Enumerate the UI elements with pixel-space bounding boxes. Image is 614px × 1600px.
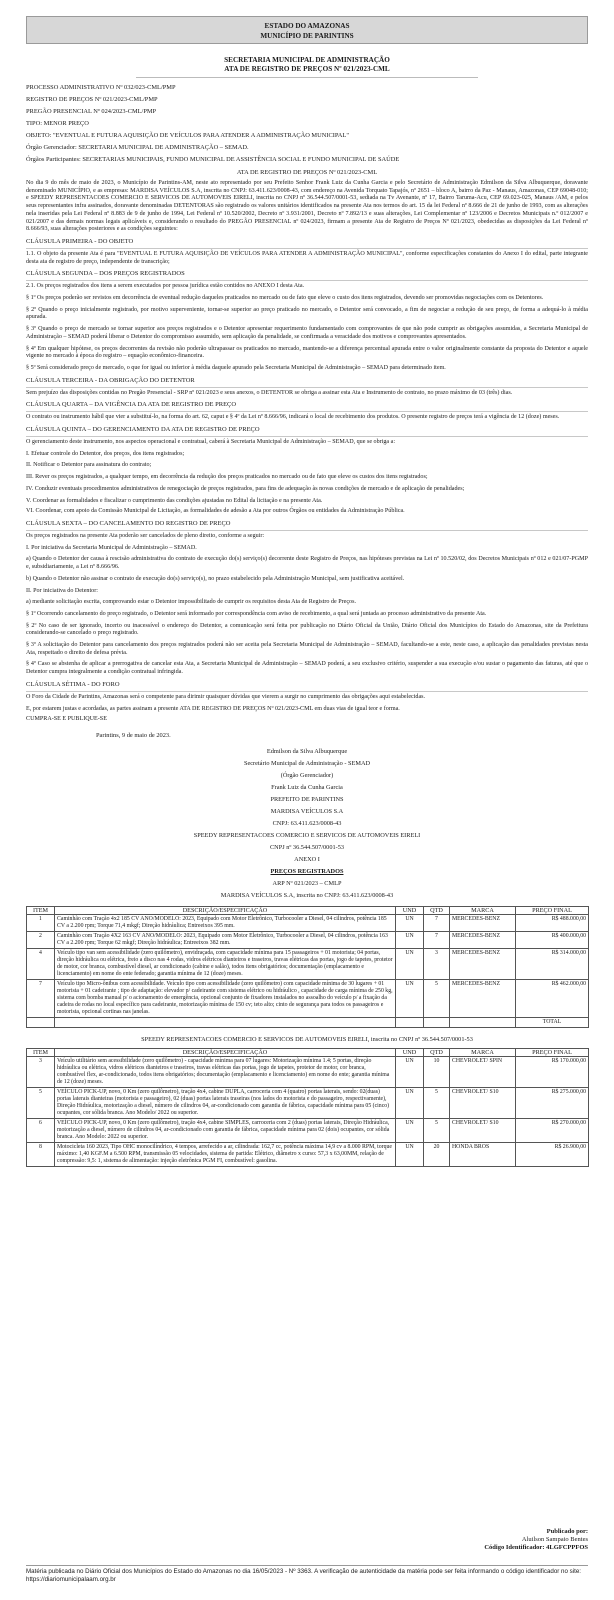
gerenciador-line: Órgão Gerenciador: SECRETARIA MUNICIPAL DE ADMINISTRAÇÃO – SEMAD. [26,144,249,151]
table-row [27,1087,589,1118]
clause-2-p2: § 1º Os preços poderão ser revistos em decorrência de eventual redução daqueles praticados no mercado ou de fato que eleve o custo dos itens registrados, devendo ser promovidas negociações com os Detentores. [26,295,544,302]
cell-qtd: 7 [424,914,450,931]
clause-7-p3: CUMPRA-SE E PUBLIQUE-SE [26,716,107,723]
total-empty-cell [450,1017,516,1027]
cell-und: UN [396,948,424,979]
signer-3-name: MARDISA VEÍCULOS S.A [270,807,344,815]
clause-5-item-4: IV. Conduzir eventuais procedimentos administrativos de renegociação de preços registrados, para fins de adequação às novas condições de mercado e de aplicação de penalidades; [26,485,465,492]
signer-3-cnpj: CNPJ: 63.411.623/0008-43 [272,819,342,827]
clause-5-item-1: I. Efetuar controle do Detentor, dos preços, dos itens registrados; [26,450,185,457]
cell-item: 5 [27,1087,55,1118]
total-empty-cell [424,1017,450,1027]
clause-6-p9: § 3º A solicitação do Detentor para cancelamento dos preços registrados poderá não ser aceita pela Secretaria Municipal de Administração – SEMAD, facultando-se a este, neste caso, a aplicação das penalidades previstas nesta Ata, respeitado o direito de defesa prévia. [26,642,588,656]
signatures-block [26,748,588,852]
cell-item: 3 [27,1056,55,1087]
participantes-line: Órgãos Participantes: SECRETARIAS MUNICIPAIS, FUNDO MUNICIPAL DE ASSISTÊNCIA SOCIAL E FUNDO MUNICIPAL DE SAÚDE [26,156,400,163]
annex-arp: ARP Nº 021/2023 – CMLP [272,879,342,887]
col-item: ITEM [27,906,55,914]
clause-6-p5: II. Por iniciativa do Detentor: [26,587,98,594]
clause-5-title: CLÁUSULA QUINTA – DO GERENCIAMENTO DA ATA DE REGISTRO DE PREÇO [26,426,260,434]
signer-1-role: Secretário Municipal de Administração - SEMAD [243,759,371,767]
cell-und: UN [396,1087,424,1118]
col-preco: PREÇO FINAL [516,1048,589,1056]
cell-preco: R$ 275.000,00 [516,1087,589,1118]
cell-descricao: VEÍCULO PICK-UP, novo, 0 Km (zero quilômetro), tração 4x4, cabine SIMPLES, carroceria com 2 (duas) portas laterais, Direção Hidráulica, motorização a diesel, número de cilindros 04, ar-condicionado com garantia de fábrica, capacidade mínima para 02 (dois) ocupantes, cor sólida branca. Ano Modelo: 2022 ou superior. [55,1118,396,1142]
cell-item: 6 [27,1118,55,1142]
cell-qtd: 10 [424,1056,450,1087]
clause-6-p10: § 4º Caso se abstenha de aplicar a prerrogativa de cancelar esta Ata, a Secretaria Municipal de Administração – SEMAD poderá, a seu exclusivo critério, suspender a sua execução e/ou sustar o pagamento das faturas, até que o Detentor cumpra integralmente a condição contratual infringida. [26,661,588,676]
cell-descricao: Veículo tipo van sem acessibilidade (zero quilômetro), envidraçada, com capacidade mínima para 15 passageiros + 01 motorista; 04 portas, direção hidráulica ou elétrica, freio a disco nas 4 rodas, vidros elétricos dianteiros e traseiros, travas elétricas das portas, jogo de tapetes, protetor de motor, cor branca, combustível diesel, ar condicionado (cabine e salão), todos itens obrigatórios; documentação (emplacamento e licenciamento) em nome do ente federado; garantia mínima de 12 (doze) meses. [55,948,396,979]
cell-qtd: 3 [424,948,450,979]
cell-qtd: 5 [424,1118,450,1142]
col-marca: MARCA [450,1048,516,1056]
annex-subtitle: PREÇOS REGISTRADOS [270,867,344,875]
tipo-line: TIPO: MENOR PREÇO [26,120,89,127]
publisher-name: Aluilson Sampaio Bentes [521,1536,588,1543]
table-row [27,1118,589,1142]
clause-1-p1: 1.1. O objeto da presente Ata é para "EVENTUAL E FUTURA AQUISIÇÃO DE VEÍCULOS PARA ATENDER A ADMINISTRAÇÃO MUNICIPAL", conforme especificações constantes do Anexo I do edital, parte integrante desta ata de registro de preço, independente de transcrição; [26,250,588,265]
clause-3-p1: Sem prejuízo das disposições contidas no Pregão Presencial - SRP nº 021/2023 e seus anexos, o DETENTOR se obriga a assinar esta Ata e Instrumento de contrato, no prazo máximo de 03 (três) dias. [26,389,513,396]
signer-1-org: (Órgão Gerenciador) [280,771,334,779]
clause-7-title: CLÁUSULA SÉTIMA - DO FORO [26,680,120,688]
clause-2-p3: § 2º Quando o preço inicialmente registrado, por motivo superveniente, tornar-se superior ao preço praticado no mercado, o Detentor será convocado, a fim de negociar a redução de seu preço, de forma a adequá-lo à média apurada. [26,306,588,321]
cell-descricao: Veículo tipo Micro-ônibus com acessibilidade. Veículo tipo com acessibilidade (zero quilômetro) com capacidade mínima de 30 lugares + 01 motorista + 01 cadeirante ; tipo de adaptação: elevador p/ cadeirante com sistema elétrico ou hidráulico , capacidade de carga mínima de 250 kg, sistema com bomba manual p/ o acionamento de emergência, opcional conjunto de fixadores instalados no assoalho do veículo p/ a fixação da cadeira de rodas no local específico para cadeirante, motorização mínima de 150 cv; teto alto; cinto de segurança para todos os passageiros e motorista, opcional cortinas nas janelas. [55,979,396,1017]
clause-6-p4: b) Quando o Detentor não assinar o contrato de execução do(s) serviço(s), no prazo estabelecido pela Administração Municipal, sem justificativa aceitável. [26,575,405,582]
total-empty-cell [27,1017,55,1027]
title-divider [136,77,478,78]
total-empty-cell [396,1017,424,1027]
cell-preco: R$ 488.000,00 [516,914,589,931]
cell-marca: CHEVROLET/ S10 [450,1118,516,1142]
cell-item: 1 [27,914,55,931]
municipality-name: MUNICÍPIO DE PARINTINS [260,32,354,40]
clause-6-p1: Os preços registrados na presente Ata poderão ser cancelados de pleno direito, conforme a seguir: [26,532,265,539]
clause-6-p3: a) Quando o Detentor der causa à rescisão administrativa do contrato de execução do(s) serviço(s) decorrente deste Registro de Preços, nas hipóteses previstas na Lei nº 10.520/02, dos Decretos Municipais nº 012 e 021/07-PGMP e, subsidiariamente, a Lei nº 8.666/96. [26,556,588,571]
cell-qtd: 5 [424,979,450,1017]
clause-3-title: CLÁUSULA TERCEIRA - DA OBRIGAÇÃO DO DETENTOR [26,376,195,384]
col-descricao: DESCRIÇÃO/ESPECIFICAÇÃO [55,906,396,914]
divider [26,411,588,412]
annex-title: ANEXO I [294,855,320,863]
ata-title: ATA DE REGISTRO DE PREÇOS Nº 021/2023-CML [224,65,390,73]
table-row [27,948,589,979]
col-preco: PREÇO FINAL [516,906,589,914]
col-marca: MARCA [450,906,516,914]
footer-note: Matéria publicada no Diário Oficial dos Municípios do Estado do Amazonas no dia 16/05/2023 - Nº 3363. A verificação de autenticidade da matéria pode ser feita informando o código identificador no site: https://diariomunicipalaam.org.br [26,1565,588,1583]
cell-preco: R$ 462.000,00 [516,979,589,1017]
clause-6-p8: § 2º No caso de ser ignorado, incerto ou inacessível o endereço do Detentor, a comunicação será feita por publicação no Diário Oficial da União, Diário Oficial dos Municípios do Estado do Amazonas, site da Prefeitura considerando-se cancelado o preço registrado. [26,622,588,637]
cell-preco: R$ 26.900,00 [516,1142,589,1166]
cell-marca: MERCEDES-BENZ [450,914,516,931]
cell-und: UN [396,1142,424,1166]
total-row [27,1017,589,1027]
company-2-heading: SPEEDY REPRESENTACOES COMERCIO E SERVICOS DE AUTOMOVEIS EIRELI, inscrita no CNPJ nº 36.544.507/0001-53 [141,1035,473,1043]
registro-line: REGISTRO DE PREÇOS Nº 021/2023-CML/PMP [26,96,158,103]
signer-1-name: Edmilson da Silva Albuquerque [266,747,348,755]
cell-marca: MERCEDES-BENZ [450,948,516,979]
clause-6-p7: § 1º Ocorrendo cancelamento do preço registrado, o Detentor será informado por correspondência com aviso de recebimento, a qual será juntada ao processo administrativo da presente Ata. [26,610,487,617]
cell-und: UN [396,979,424,1017]
divider [26,691,588,692]
total-label: TOTAL [516,1017,589,1027]
cell-marca: MERCEDES-BENZ [450,979,516,1017]
col-und: UND [396,1048,424,1056]
clause-2-title: CLÁUSULA SEGUNDA – DOS PREÇOS REGISTRADOS [26,270,185,278]
clause-7-p2: E, por estarem justas e acordadas, as partes assinam a presente ATA DE REGISTRO DE PREÇOS Nº 021/2023-CML em duas vias de igual teor e forma. [26,705,400,712]
table-row [27,914,589,931]
clause-4-p1: O contrato ou instrumento hábil que vier a substituí-lo, na forma do art. 62, caput e § 4º da Lei nº 8.666/96, indicará o local de recebimento dos produtos. O presente registro de preços terá a vigência de 12 (doze) meses. [26,414,560,421]
clause-5-item-3: III. Rever os preços registrados, a qualquer tempo, em decorrência da redução dos preços praticados no mercado ou de fato que eleve os custos dos itens registrados; [26,474,428,481]
cell-und: UN [396,1056,424,1087]
cell-descricao: Veículo utilitário sem acessibilidade (zero quilômetro) - capacidade mínima para 07 lugares: Motorização mínima 1.4; 5 portas, direção hidráulica ou elétrica, vidros elétricos dianteiros e traseiros, travas elétricas das portas, jogo de tapetes, protetor de motor, cor branca, combustível flex, ar-condicionado, todos itens obrigatórios; documentação (emplacamento e licenciamento) em nome do ente; garantia mínima de 12 (doze) meses. [55,1056,396,1087]
clause-4-title: CLÁUSULA QUARTA – DA VIGÊNCIA DA ATA DE REGISTRO DE PREÇO [26,401,237,409]
signer-4-name: SPEEDY REPRESENTACOES COMERCIO E SERVICOS DE AUTOMOVEIS EIRELI [193,831,421,839]
cell-item: 4 [27,948,55,979]
clause-5-item-5: V. Coordenar as formalidades e fiscalizar o cumprimento das condições ajustadas no Edital da licitação e na presente Ata. [26,497,323,504]
cell-qtd: 5 [424,1087,450,1118]
divider [26,248,588,249]
clause-5-item-2: II. Notificar o Detentor para assinatura do contrato; [26,462,152,469]
table-row [27,931,589,948]
intro-paragraph: No dia 9 do mês de maio de 2023, o Município de Parintins-AM, neste ato representado por seu Prefeito Senhor Frank Luiz da Cunha Garcia e pelo Secretário de Administração Edmilson da Silva Albuquerque, doravante denominado MUNICÍPIO, e as empresas: MARDISA VEÍCULOS S.A, inscrita no CNPJ: 63.411.623/0008-43, com endereço na Avenida Torquato Tapajós, nº 2651 – bloco A, bairro da Paz - Manaus, Amazonas, CEP 69048-010; e SPEEDY REPRESENTACOES COMERCIO E SERVICOS DE AUTOMOVEIS EIRELI, inscrita no CNPJ nº 36.544.507/0001-53, sediada na Tv Avenante, nº 17, Bairro Taruma-Acu, CEP 69.023-025, Manaus /AM, e pelos seus representantes infra assinados, doravante denominadas DETENTORAS são registrado os valores unitários identificados na presente Ata nos termos do art. 15 da lei Federal nº 8.666 de 21 de junho de 1993, com as alterações nela inseridas pela Lei Federal nº 8.883 de 9 de junho de 1994, Lei Federal nº 10.520/2002, Decreto nº 3.931/2001, Decreto nº 7.892/13 e suas alterações, Lei Complementar nº 123/2006 e Decretos Municipais n.º 012/2007 e 021/2007 e das demais normas legais aplicáveis e, considerando o resultado do PREGÃO PRESENCIAL nº 024/2023, firmam a presente Ata de Registro de Preços Nº 021/2023, obedecidas as disposições da Lei Federal nº 8.666/93, suas alterações posteriores e as condições seguintes: [26,180,588,233]
clause-6-p6: a) mediante solicitação escrita, comprovando estar o Detentor impossibilitado de cumprir os requisitos desta Ata de Registro de Preços. [26,599,356,606]
state-header [26,16,588,44]
cell-descricao: Motocicleta 160 2023, Tipo OHC monocilíndrico, 4 tempos, arrefecido a ar, cilindrada: 162,7 cc, potência máxima 14,9 cv a 8.000 RPM, torque máximo: 1,40 KGF.M a 6.500 RPM, transmissão 05 velocidades, sistema de partida: Elétrico, diâmetro x curso: 57,3 x 63,00MM, relação de compressão: 9,5: 1, sistema de alimentação: injeção eletrônica PGM FI, combustível: gasolina. [55,1142,396,1166]
clause-2-p4: § 3º Quando o preço de mercado se tornar superior aos preços registrados e o Detentor apresentar requerimento fundamentado com comprovantes de que não pode cumprir as obrigações assumidas, a Secretaria Municipal de Administração – SEMAD poderá liberar o Detentor do compromisso assumido, sem aplicação da penalidade, se confirmada a veracidade dos motivos e comprovantes apresentados. [26,326,588,340]
total-empty-cell [55,1017,396,1027]
date-line: Parintins, 9 de maio de 2023. [96,731,171,739]
identifier-code: Código Identificador: 4LGFCPPFOS [484,1544,588,1551]
divider [26,280,588,281]
pregao-line: PREGÃO PRESENCIAL Nº 024/2023-CML/PMP [26,108,157,115]
col-descricao: DESCRIÇÃO/ESPECIFICAÇÃO [55,1048,396,1056]
cell-qtd: 7 [424,931,450,948]
col-qtd: QTD [424,906,450,914]
price-table-speedy [26,1048,589,1167]
cell-descricao: VEÍCULO PICK-UP, novo, 0 Km (zero quilômetro), tração 4x4, cabine DUPLA, carroceria com 4 (quatro) portas laterais, sendo: 02(duas) portas laterais dianteiras (motorista e passageiro), 02 (duas) portas laterais traseiras (nos lados do motorista e do passageiro, respectivamente), Direção Hidráulica, motorização a diesel, número de cilindros 04, ar-condicionado com garantia de fábrica, capacidade mínima para 05 (cinco) ocupantes, cor sólida branca. Ano Modelo/ 2022 ou superior. [55,1087,396,1118]
clause-6-title: CLÁUSULA SEXTA – DO CANCELAMENTO DO REGISTRO DE PREÇO [26,519,231,527]
cell-und: UN [396,1118,424,1142]
cell-qtd: 20 [424,1142,450,1166]
cell-item: 7 [27,979,55,1017]
table-header-row [27,1048,589,1056]
cell-marca: CHEVROLET/ S10 [450,1087,516,1118]
signer-2-name: Frank Luiz da Cunha Garcia [271,783,343,791]
divider [26,436,588,437]
objeto-line: OBJETO: "EVENTUAL E FUTURA AQUISIÇÃO DE VEÍCULOS PARA ATENDER A ADMINISTRAÇÃO MUNICIPAL" [26,132,349,139]
table-row [27,1056,589,1087]
ata-heading: ATA DE REGISTRO DE PREÇOS Nº 021/2023-CML [236,169,378,176]
clause-7-p1: O Foro da Cidade de Parintins, Amazonas será o competente para dirimir quaisquer dúvidas que vierem a surgir no cumprimento das obrigações aqui estabelecidas. [26,693,426,700]
signer-2-role: PREFEITO DE PARINTINS [270,795,344,803]
divider [26,387,588,388]
cell-preco: R$ 400.000,00 [516,931,589,948]
table-row [27,1142,589,1166]
cell-descricao: Caminhão com Tração 4x2 185 CV ANO/MODELO: 2023, Equipado com Motor Eletrônico, Turbocooler a Diesel, 04 cilindros, potência 185 CV a 2.200 rpm; Torque 71,4 mkgf; Direção hidráulica; Entreeixos 395 mm. [55,914,396,931]
signer-4-cnpj: CNPJ nº 36.544.507/0001-53 [269,843,345,851]
clause-2-p5: § 4º Em qualquer hipótese, os preços decorrentes da revisão não poderão ultrapassar os praticados no mercado, mantendo-se a diferença percentual apurada entre o valor originalmente constante da proposta do Detentor e aquele vigente no mercado à época do registro – equação econômico-financeira. [26,345,588,360]
col-item: ITEM [27,1048,55,1056]
secretaria-title: SECRETARIA MUNICIPAL DE ADMINISTRAÇÃO [224,56,390,64]
published-by-label: Publicado por: [546,1528,588,1535]
clause-6-p2: I. Por iniciativa da Secretaria Municipal de Administração – SEMAD. [26,544,197,551]
cell-descricao: Caminhão com Tração 4X2 163 CV ANO/MODELO: 2023, Equipado com Motor Eletrônico, Turbocooler a Diesel, 04 cilindros, potência 163 CV a 2.200 rpm; Torque 62 mkgf; Direção hidráulica; Entreeixos 382 mm. [55,931,396,948]
clause-5-p1: O gerenciamento deste instrumento, nos aspectos operacional e contratual, caberá à Secretaria Municipal de Administração – SEMAD, que se obriga a: [26,439,396,446]
divider [26,530,588,531]
table-header-row [27,906,589,914]
table-row [27,979,589,1017]
cell-item: 8 [27,1142,55,1166]
clause-1-title: CLÁUSULA PRIMEIRA - DO OBJETO [26,237,134,245]
clause-2-p1: 2.1. Os preços registrados dos itens a serem executados por pessoa jurídica estão contidos no ANEXO I desta Ata. [26,283,305,290]
processo-line: PROCESSO ADMINISTRATIVO Nº 032/023-CML/PMP [26,84,176,91]
company-1-heading: MARDISA VEÍCULOS S.A, inscrita no CNPJ: 63.411.623/0008-43 [220,891,394,899]
cell-item: 2 [27,931,55,948]
cell-marca: HONDA BROS [450,1142,516,1166]
col-und: UND [396,906,424,914]
cell-preco: R$ 314.000,00 [516,948,589,979]
cell-und: UN [396,914,424,931]
cell-marca: CHEVROLET/ SPIN [450,1056,516,1087]
document-page [26,16,588,1167]
cell-marca: MERCEDES-BENZ [450,931,516,948]
col-qtd: QTD [424,1048,450,1056]
document-title [26,56,588,74]
state-name: ESTADO DO AMAZONAS [264,22,350,30]
price-table-mardisa [26,906,589,1028]
clause-2-p6: § 5º Será considerado preço de mercado, o que for igual ou inferior à média daquele apurado pela Secretaria Municipal de Administração – SEMAD para determinado item. [26,364,446,371]
cell-preco: R$ 170.000,00 [516,1056,589,1087]
cell-und: UN [396,931,424,948]
publication-block [26,1528,588,1552]
clause-5-item-6: VI. Coordenar, com apoio da Comissão Municipal de Licitação, as formalidades de adesão a Ata por outros Órgãos ou entidades da Administração Pública. [26,508,405,515]
cell-preco: R$ 270.000,00 [516,1118,589,1142]
